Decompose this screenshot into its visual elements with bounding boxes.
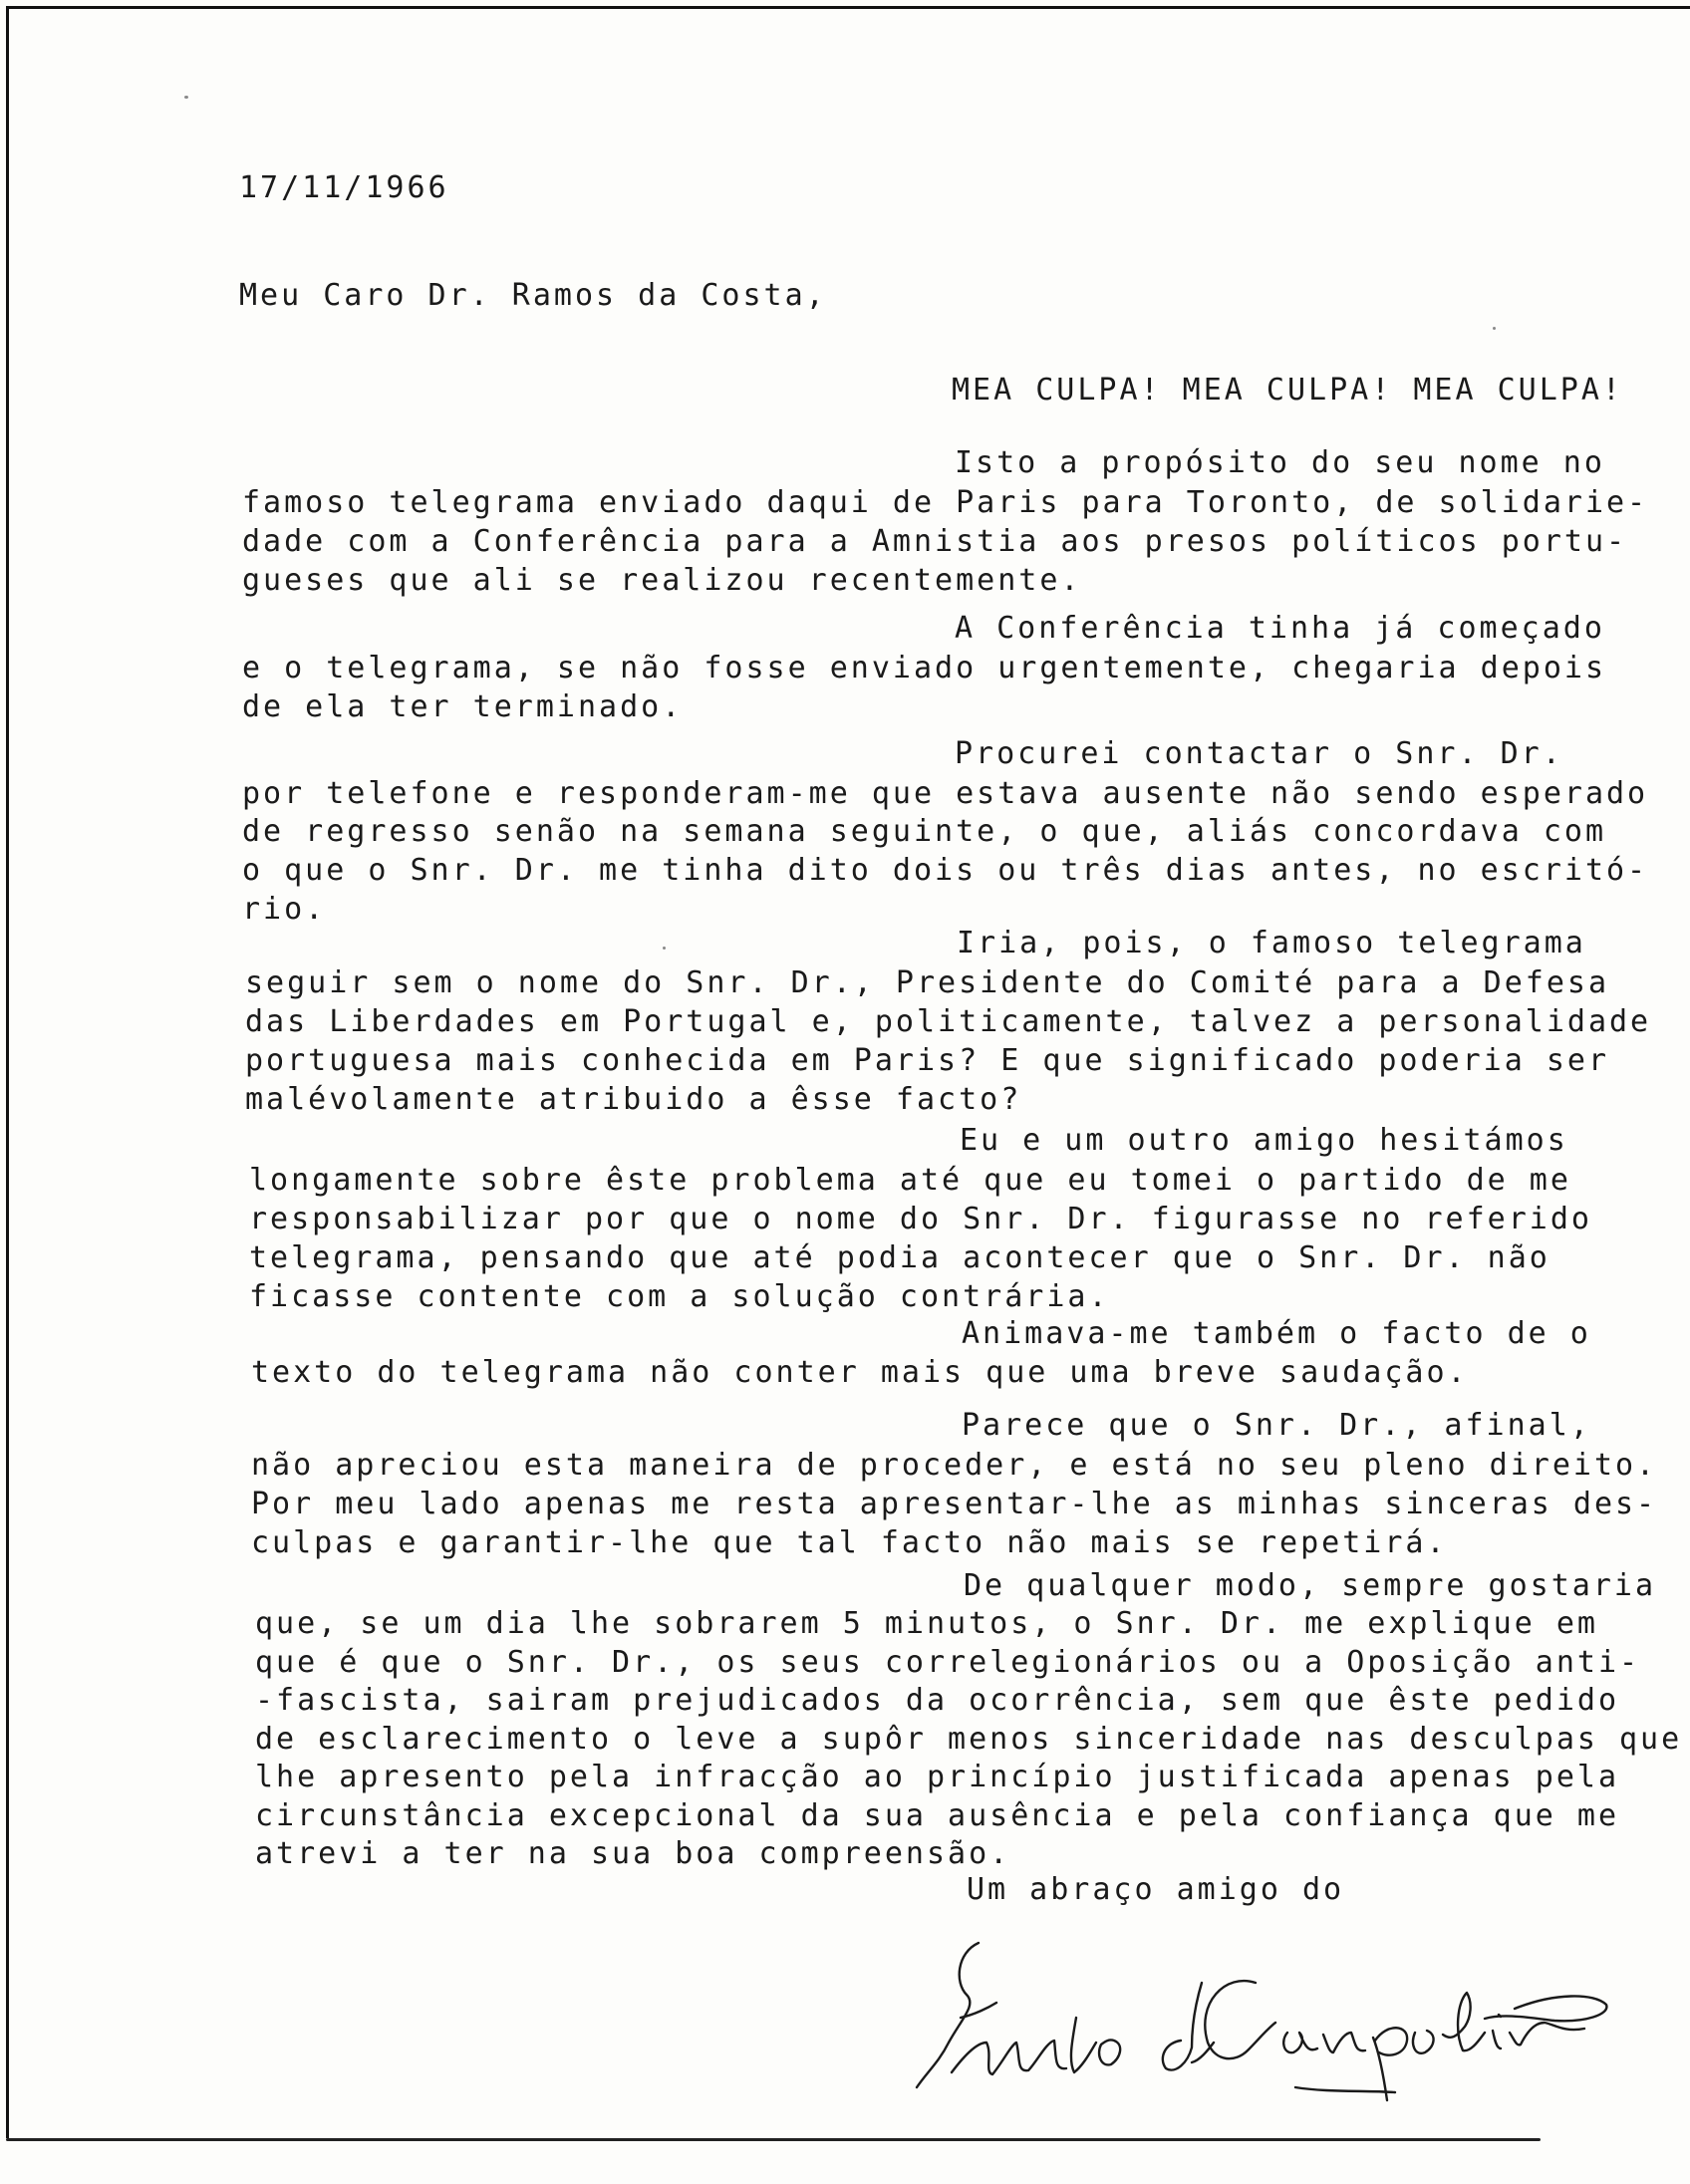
body-line: -fascista, sairam prejudicados da ocorrência, sem que êste pedido [255, 1683, 1619, 1718]
body-line: texto do telegrama não conter mais que uma breve saudação. [251, 1355, 1469, 1390]
body-line: o que o Snr. Dr. me tinha dito dois ou três dias antes, no escritó- [242, 853, 1649, 888]
body-line: de esclarecimento o leve a supôr menos sinceridade nas desculpas que [255, 1722, 1683, 1757]
body-line: responsabilizar por que o nome do Snr. Dr. figurasse no referido [249, 1202, 1592, 1236]
body-line: atrevi a ter na sua boa compreensão. [255, 1836, 1011, 1871]
page-border-left [6, 6, 9, 2138]
body-line: que, se um dia lhe sobrarem 5 minutos, o Snr. Dr. me explique em [255, 1606, 1598, 1641]
body-line: Parece que o Snr. Dr., afinal, [962, 1408, 1591, 1443]
body-line: de ela ter terminado. [242, 689, 684, 724]
body-line: Animava-me também o facto de o [962, 1316, 1591, 1351]
body-line: das Liberdades em Portugal e, politicamente, talvez a personalidade [245, 1004, 1652, 1039]
body-line: Iria, pois, o famoso telegrama [957, 926, 1586, 960]
body-line: telegrama, pensando que até podia acontecer que o Snr. Dr. não [249, 1240, 1550, 1275]
body-line: Isto a propósito do seu nome no [955, 445, 1605, 480]
body-line: por telefone e responderam-me que estava ausente não sendo esperado [242, 776, 1649, 811]
body-line: dade com a Conferência para a Amnistia aos presos políticos portu- [242, 524, 1628, 559]
letter-salutation: Meu Caro Dr. Ramos da Costa, [239, 278, 827, 313]
paper-speck [1493, 327, 1496, 330]
paper-speck [184, 96, 188, 99]
body-line: lhe apresento pela infracção ao princípio justificada apenas pela [255, 1760, 1619, 1794]
body-line: não apreciou esta maneira de proceder, e está no seu pleno direito. [251, 1448, 1658, 1483]
body-line: De qualquer modo, sempre gostaria [964, 1568, 1657, 1603]
letter-closing: Um abraço amigo do [967, 1872, 1345, 1907]
letter-exclamation: MEA CULPA! MEA CULPA! MEA CULPA! [952, 373, 1623, 408]
body-line: e o telegrama, se não fosse enviado urgentemente, chegaria depois [242, 651, 1606, 685]
body-line: Eu e um outro amigo hesitámos [960, 1123, 1568, 1158]
body-line: A Conferência tinha já começado [955, 611, 1605, 646]
paper-speck [663, 947, 666, 950]
body-line: Procurei contactar o Snr. Dr. [955, 736, 1563, 771]
page-border-top [6, 6, 1690, 9]
body-line: ficasse contente com a solução contrária. [249, 1279, 1110, 1314]
page-border-bottom [6, 2138, 1541, 2141]
body-line: circunstância excepcional da sua ausência e pela confiança que me [255, 1798, 1619, 1833]
body-line: malévolamente atribuido a êsse facto? [245, 1082, 1022, 1117]
body-line: que é que o Snr. Dr., os seus correlegionários ou a Oposição anti- [255, 1645, 1641, 1680]
body-line: longamente sobre êste problema até que eu tomei o partido de me [249, 1163, 1571, 1198]
letter-date: 17/11/1966 [239, 170, 449, 205]
body-line: seguir sem o nome do Snr. Dr., Presidente do Comité para a Defesa [245, 965, 1609, 1000]
body-line: rio. [242, 892, 327, 927]
body-line: de regresso senão na semana seguinte, o que, aliás concordava com [242, 814, 1606, 849]
body-line: portuguesa mais conhecida em Paris? E que significado poderia ser [245, 1043, 1609, 1078]
body-line: gueses que ali se realizou recentemente. [242, 563, 1082, 598]
body-line: Por meu lado apenas me resta apresentar-lhe as minhas sinceras des- [251, 1487, 1658, 1521]
handwritten-signature [897, 1923, 1614, 2122]
body-line: famoso telegrama enviado daqui de Paris para Toronto, de solidarie- [242, 485, 1649, 520]
body-line: culpas e garantir-lhe que tal facto não mais se repetirá. [251, 1525, 1448, 1560]
